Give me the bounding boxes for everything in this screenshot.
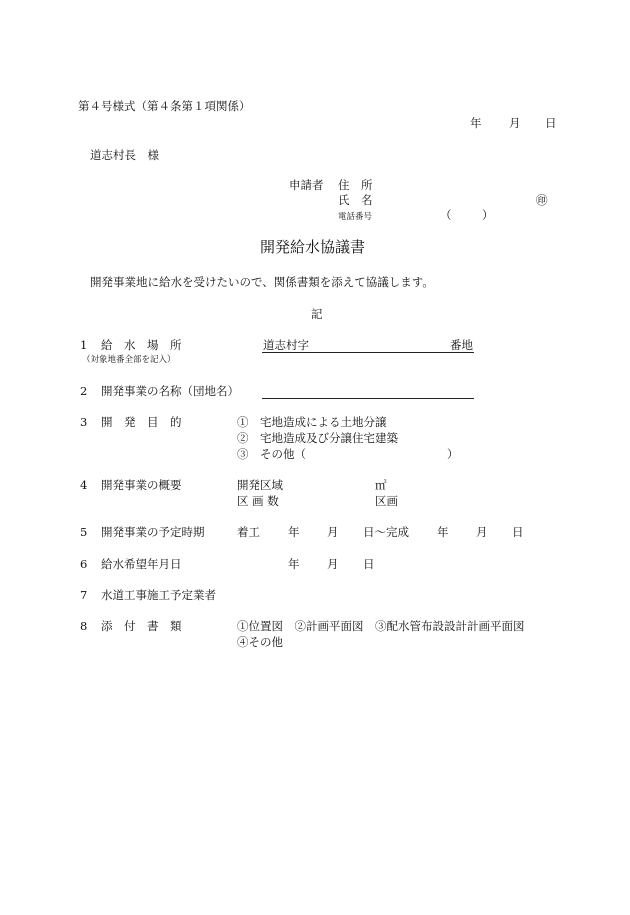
item-3-label: 開 発 目 的 [101,415,182,429]
item-2-underline [262,398,474,399]
item-6-day: 日 [363,557,375,571]
item-3-option-3: ③ その他（ [237,447,306,461]
phone-open-paren: （ [440,208,452,222]
addressee: 道志村長 様 [90,148,159,162]
item-8-number: 8 [80,619,88,633]
date-month: 月 [509,116,521,130]
date-year: 年 [470,116,482,130]
item-1-number: 1 [80,338,88,352]
item-5-label: 開発事業の予定時期 [101,525,205,539]
item-1-suffix: 番地 [450,338,473,352]
item-1-underline [262,352,474,353]
item-5-number: 5 [80,525,88,539]
seal-icon: ㊞ [536,193,548,207]
item-3-option-2: ② 宅地造成及び分譲住宅建築 [237,431,398,445]
phone-close-paren: ） [482,208,494,222]
item-6-month: 月 [327,557,339,571]
item-5-month: 月 [327,525,339,539]
item-3-option-1: ① 宅地造成による土地分譲 [237,415,387,429]
ki-mark: 記 [311,307,323,321]
item-7-label: 水道工事施工予定業者 [101,588,216,602]
name-label: 氏 名 [338,193,373,207]
item-2-label: 開発事業の名称（団地名） [101,384,239,398]
applicant-label: 申請者 [289,178,324,192]
intro-text: 開発事業地に給水を受けたいので、関係書類を添えて協議します。 [90,275,434,289]
form-number: 第４号様式（第４条第１項関係） [78,99,251,113]
item-4-lots-unit: 区画 [375,494,398,508]
item-8-docs-line-1: ①位置図 ②計画平面図 ③配水管布設設計計画平面図 [237,619,525,633]
item-1-label: 給 水 場 所 [101,338,182,352]
item-5-day-to: 日～完成 [363,525,409,539]
address-label: 住 所 [338,178,373,192]
item-8-label: 添 付 書 類 [101,619,182,633]
phone-label: 電話番号 [338,212,373,222]
item-8-docs-line-2: ④その他 [237,635,283,649]
item-7-number: 7 [80,588,88,602]
item-6-number: 6 [80,557,88,571]
item-5-start: 着工 [237,525,260,539]
item-6-year: 年 [288,557,300,571]
item-4-area-label: 開発区域 [237,478,283,492]
item-5-year: 年 [288,525,300,539]
item-3-other-close: ） [447,447,459,461]
item-4-area-unit: ㎡ [375,478,387,492]
item-4-label: 開発事業の概要 [101,478,182,492]
item-5-day2: 日 [512,525,524,539]
item-2-number: 2 [80,384,88,398]
item-6-label: 給水希望年月日 [101,557,182,571]
item-1-note: （対象地番全部を記入） [82,355,176,365]
item-5-year2: 年 [437,525,449,539]
item-5-month2: 月 [476,525,488,539]
item-3-number: 3 [80,415,88,429]
item-4-lots-label: 区 画 数 [237,494,279,508]
item-4-number: 4 [80,478,88,492]
item-1-prefix: 道志村字 [263,338,309,352]
date-day: 日 [545,116,557,130]
document-title: 開発給水協議書 [260,238,366,256]
